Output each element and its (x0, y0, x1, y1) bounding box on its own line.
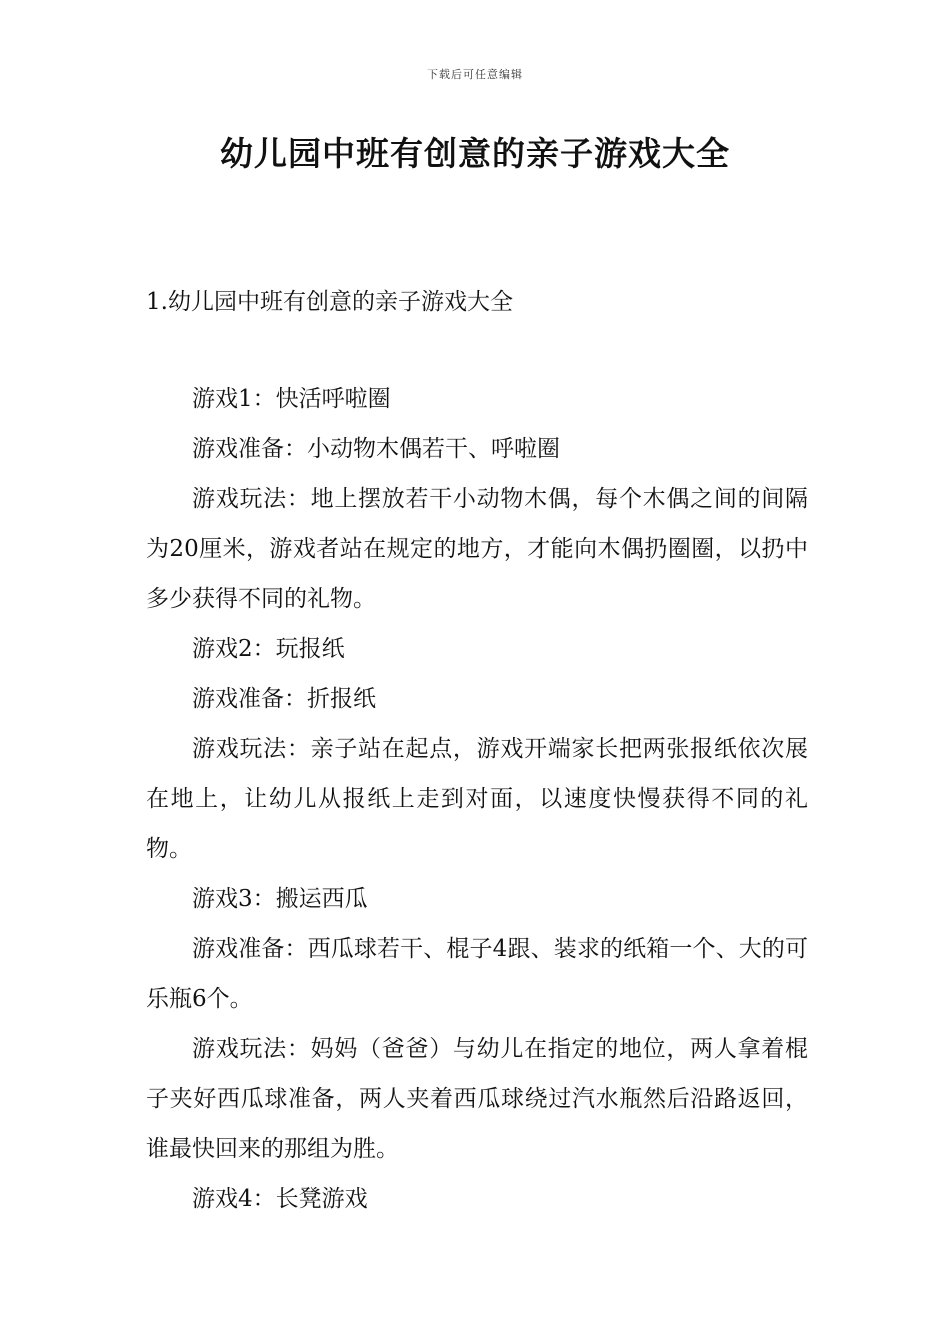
paragraph-game3-play: 游戏玩法：妈妈（爸爸）与幼儿在指定的地位，两人拿着棍子夹好西瓜球准备，两人夹着西瓜球绕过汽水瓶然后沿路返回，谁最快回来的那组为胜。 (146, 1036, 808, 1162)
paragraph-game1-prep: 游戏准备：小动物木偶若干、呼啦圈 (192, 436, 560, 462)
paragraph-game2-play: 游戏玩法：亲子站在起点，游戏开端家长把两张报纸依次展在地上，让幼儿从报纸上走到对面，以速度快慢获得不同的礼物。 (146, 736, 808, 862)
paragraph-game2-title: 游戏2：玩报纸 (192, 636, 345, 662)
paragraph-game1-play: 游戏玩法：地上摆放若干小动物木偶，每个木偶之间的间隔为20厘米，游戏者站在规定的地方，才能向木偶扔圈圈，以扔中多少获得不同的礼物。 (146, 486, 808, 612)
header-note: 下载后可任意编辑 (427, 68, 523, 81)
paragraph-game3-title: 游戏3：搬运西瓜 (192, 886, 368, 912)
document-title: 幼儿园中班有创意的亲子游戏大全 (220, 134, 730, 173)
paragraph-game3-prep: 游戏准备：西瓜球若干、棍子4跟、装求的纸箱一个、大的可乐瓶6个。 (146, 936, 808, 1012)
section-heading: 1.幼儿园中班有创意的亲子游戏大全 (146, 289, 513, 315)
paragraph-game4-title: 游戏4：长凳游戏 (192, 1186, 368, 1212)
paragraph-game2-prep: 游戏准备：折报纸 (192, 686, 376, 712)
paragraph-game1-title: 游戏1：快活呼啦圈 (192, 386, 391, 412)
document-body (146, 374, 808, 1224)
